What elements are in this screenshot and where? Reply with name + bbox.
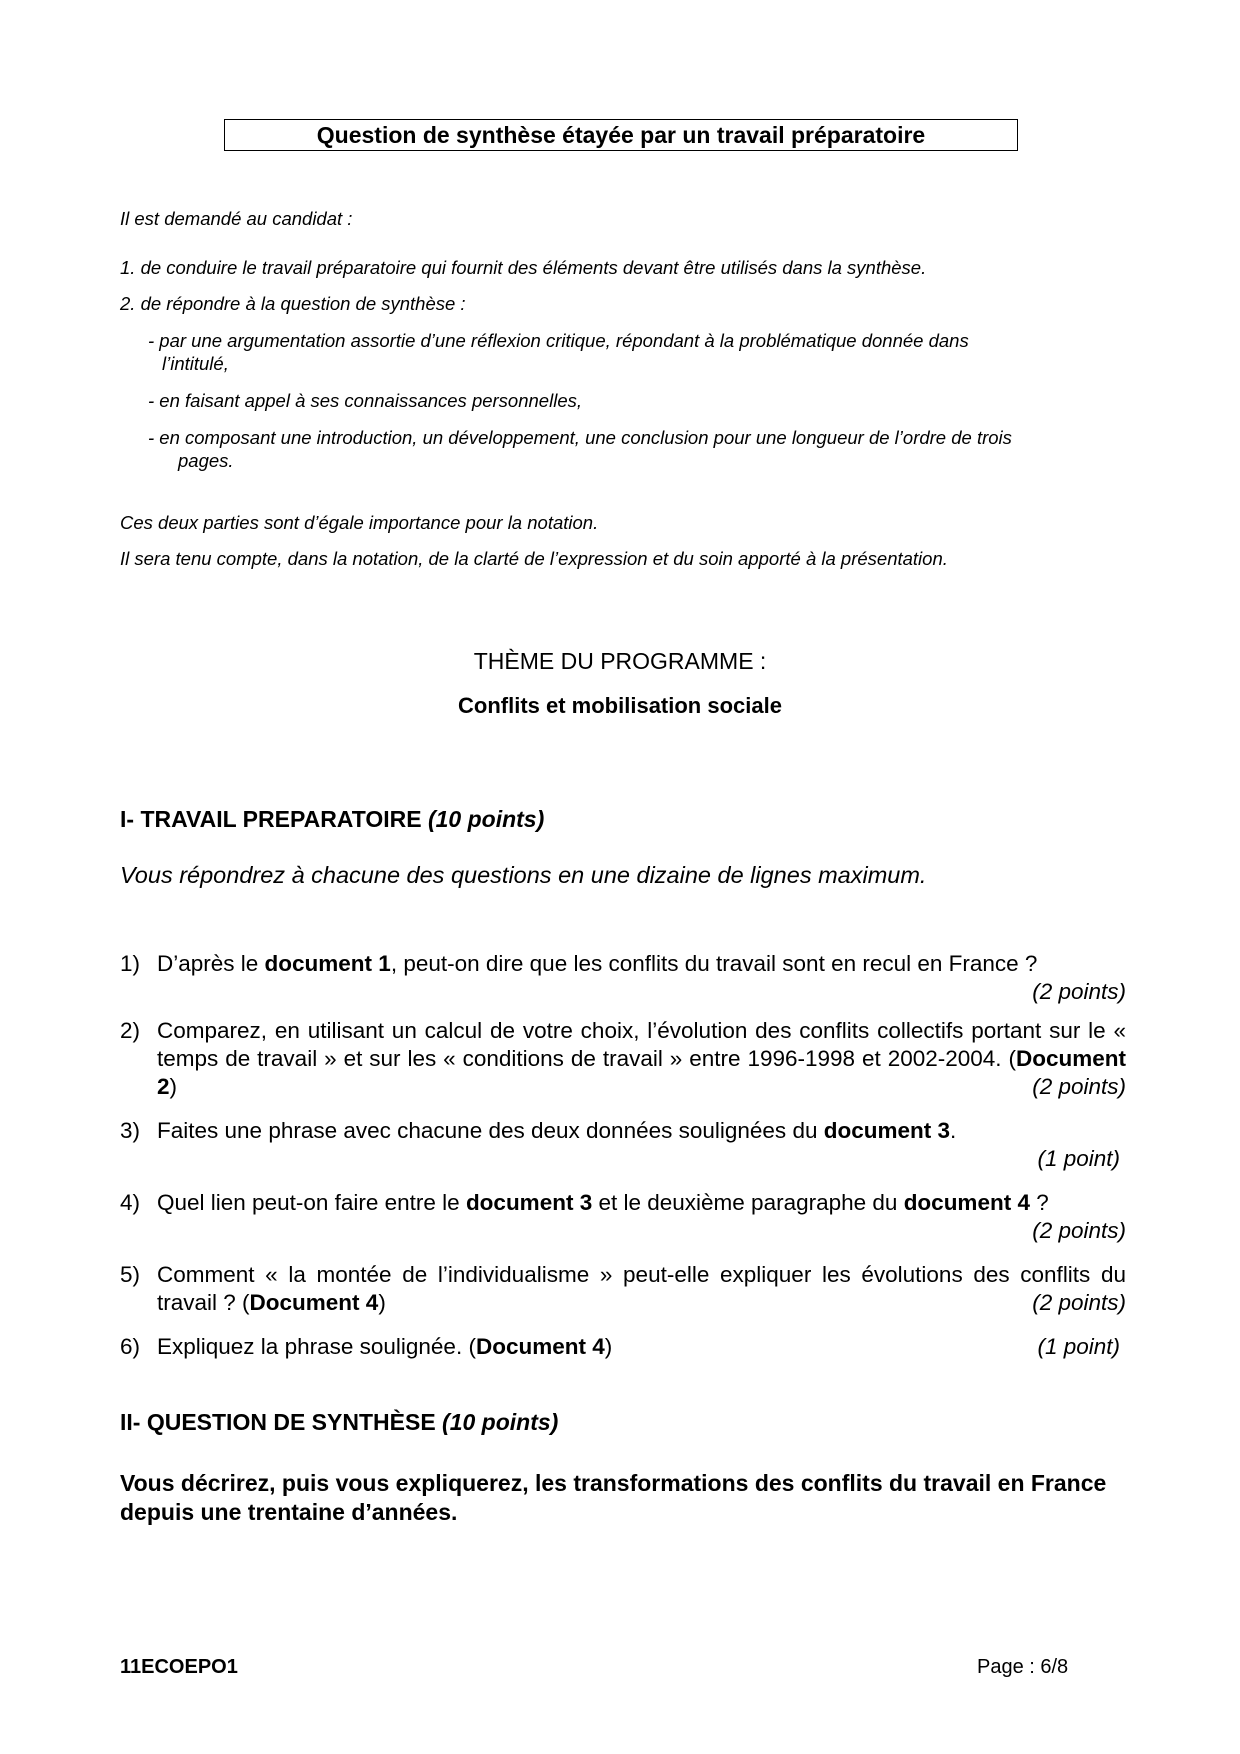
part1-heading-text: I- TRAVAIL PREPARATOIRE [120, 806, 422, 832]
theme-title: Conflits et mobilisation sociale [458, 693, 782, 718]
question-4-text-c: ? [1029, 1190, 1049, 1215]
part2-heading [120, 1409, 558, 1436]
question-3-text-b: . [950, 1118, 957, 1143]
question-5-doc-ref: Document 4 [249, 1290, 379, 1315]
question-3-text-a: Faites une phrase avec chacune des deux données soulignées du [157, 1118, 824, 1143]
instructions-sub-1-line-2: l’intitulé, [162, 353, 229, 374]
question-6-text-a: Expliquez la phrase soulignée. ( [157, 1334, 476, 1359]
question-5-text-b: ) [378, 1290, 386, 1315]
question-3-number: 3) [120, 1118, 141, 1143]
question-2-text-a: Comparez, en utilisant un calcul de votre choix, l’évolution des conflits collectifs portant sur le « temps de travail » et sur les « conditions de travail » entre 1996-1998 et 2002-2004. ( [157, 1018, 1126, 1071]
question-1-points: (2 points) [1032, 979, 1126, 1004]
question-3 [120, 1117, 1126, 1173]
instructions-item-1: 1. de conduire le travail préparatoire qui fournit des éléments devant être utilisés dans la synthèse. [120, 257, 927, 278]
instructions-sub-3-line-2: pages. [178, 450, 234, 471]
question-4-doc-ref-1: document 3 [465, 1190, 593, 1215]
question-1-number: 1) [120, 951, 141, 976]
question-2-points: (2 points) [1032, 1074, 1126, 1099]
question-1-doc-ref: document 1 [264, 951, 391, 976]
question-2-number: 2) [120, 1018, 141, 1043]
question-4-doc-ref-2: document 4 [903, 1190, 1030, 1215]
instructions-sub-2-text: - en faisant appel à ses connaissances personnelles, [148, 390, 582, 411]
question-4-text-b: et le deuxième paragraphe du [592, 1190, 904, 1215]
header-title-box [224, 119, 1018, 151]
instructions-sub-3-line-1: - en composant une introduction, un développement, une conclusion pour une longueur de l’ordre de trois [148, 427, 1012, 448]
question-2 [120, 1017, 1126, 1101]
question-1 [120, 950, 1126, 1006]
instructions-item-2: 2. de répondre à la question de synthèse : [120, 293, 466, 314]
question-3-doc-ref: document 3 [823, 1118, 950, 1143]
instructions-sub-1-line-1: - par une argumentation assortie d’une réflexion critique, répondant à la problématique donnée dans [148, 330, 969, 351]
instructions-sub-2 [148, 389, 1124, 412]
question-1-text-b: , peut-on dire que les conflits du travail sont en recul en France ? [390, 951, 1038, 976]
question-6-points: (1 point) [1037, 1334, 1120, 1359]
theme-label: THÈME DU PROGRAMME : [473, 648, 767, 674]
instructions-note-2: Il sera tenu compte, dans la notation, de la clarté de l’expression et du soin apporté à la présentation. [120, 548, 948, 569]
instructions-note-1: Ces deux parties sont d’égale importance pour la notation. [120, 512, 599, 533]
question-1-text-a: D’après le [157, 951, 265, 976]
part1-intro: Vous répondrez à chacune des questions en une dizaine de lignes maximum. [120, 862, 927, 888]
question-5 [120, 1261, 1126, 1317]
question-3-points: (1 point) [1037, 1146, 1120, 1171]
question-5-points: (2 points) [1032, 1290, 1126, 1315]
part2-heading-text: II- QUESTION DE SYNTHÈSE [120, 1409, 436, 1435]
instructions-sub-1 [148, 329, 1124, 375]
question-6 [120, 1333, 1126, 1361]
question-5-text-a: Comment « la montée de l’individualisme » peut-elle expliquer les évolutions des conflits du travail ? ( [157, 1262, 1126, 1315]
question-6-text-b: ) [604, 1334, 613, 1359]
footer-page-number: Page : 6/8 [977, 1656, 1069, 1678]
synthesis-question: Vous décrirez, puis vous expliquerez, les transformations des conflits du travail en France depuis une trentaine d’années. [120, 1470, 1107, 1525]
part1-heading-points: (10 points) [427, 806, 545, 832]
part1-heading [120, 806, 544, 833]
question-4-number: 4) [120, 1190, 141, 1215]
question-4-text-a: Quel lien peut-on faire entre le [157, 1190, 466, 1215]
question-2-doc-ref: Document 2 [157, 1046, 1126, 1099]
question-5-number: 5) [120, 1262, 141, 1287]
question-2-text-b: ) [169, 1074, 178, 1099]
question-6-number: 6) [120, 1334, 141, 1359]
question-6-doc-ref: Document 4 [475, 1334, 605, 1359]
footer-exam-code: 11ECOEPO1 [120, 1656, 238, 1678]
header-title: Question de synthèse étayée par un travail préparatoire [316, 121, 926, 148]
part2-heading-points: (10 points) [442, 1409, 559, 1435]
question-4-points: (2 points) [1032, 1218, 1126, 1243]
instructions-intro: Il est demandé au candidat : [120, 208, 353, 229]
instructions-sub-3 [148, 426, 1124, 472]
question-4 [120, 1189, 1126, 1245]
